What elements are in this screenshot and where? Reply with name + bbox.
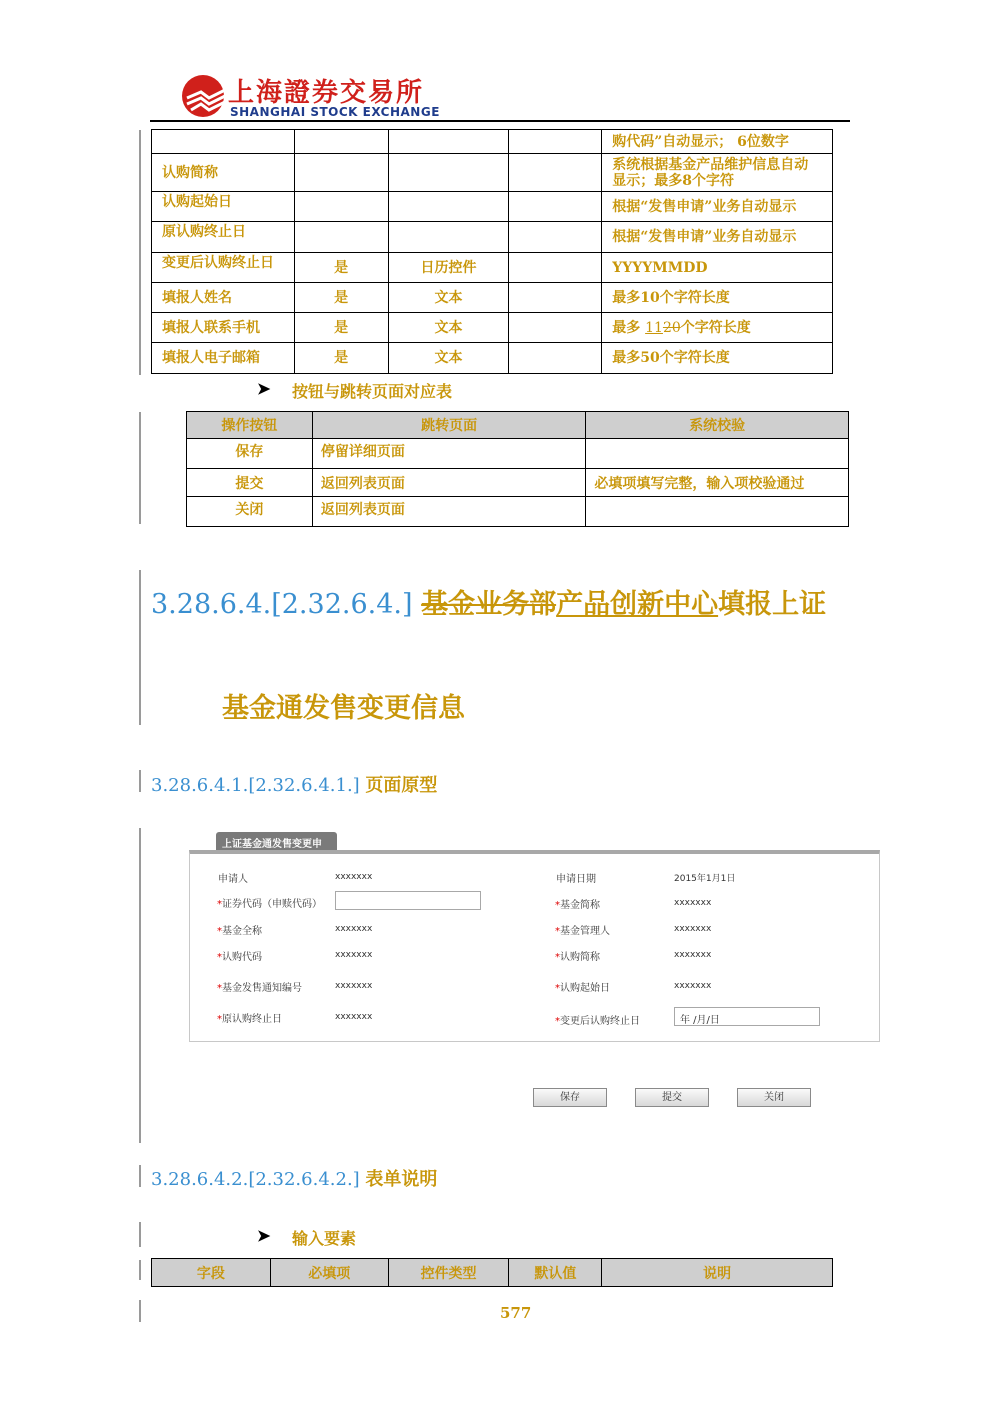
table-row: [152, 130, 833, 154]
target-page-cell: 返回列表页面: [312, 497, 586, 527]
sec-code-label: *证券代码（申赎代码）: [217, 899, 322, 910]
target-page-cell: 返回列表页面: [312, 469, 586, 497]
button-name-cell: 保存: [187, 439, 313, 469]
description-cell: 最多50个字符长度: [602, 343, 833, 374]
applicant-value: xxxxxxx: [335, 872, 373, 882]
notice-no-value: xxxxxxx: [335, 981, 373, 991]
section-heading: [151, 582, 826, 621]
column-header: 系统校验: [586, 412, 849, 439]
inserted-text: 11: [645, 319, 663, 336]
bullet-arrow-icon: ➤: [257, 1226, 271, 1245]
sub-start-value: xxxxxxx: [674, 981, 712, 991]
sse-logo-icon: [181, 72, 229, 120]
sub-start-label: *认购起始日: [555, 983, 610, 994]
description-cell: 系统根据基金产品维护信息自动显示；最多8个字符: [602, 154, 833, 192]
form-tab[interactable]: 上证基金通发售变更申请: [216, 832, 337, 852]
required-cell: 是: [294, 313, 388, 343]
bullet-heading: 按钮与跳转页面对应表: [292, 382, 453, 401]
orig-end-value: xxxxxxx: [335, 1012, 373, 1022]
description-cell: 最多 1120个字符长度: [602, 313, 833, 343]
revision-bar: [139, 412, 141, 524]
revision-bar: [139, 1222, 141, 1247]
fund-mgr-value: xxxxxxx: [674, 924, 712, 934]
sub-code-value: xxxxxxx: [335, 950, 373, 960]
fund-mgr-label: *基金管理人: [555, 926, 610, 937]
field-cell: 填报人联系手机: [152, 313, 295, 343]
field-cell: 填报人姓名: [152, 283, 295, 313]
column-header: 跳转页面: [312, 412, 586, 439]
section-title-deleted: 基金业务部: [421, 589, 557, 620]
table-row: [152, 313, 833, 343]
validation-cell: [586, 439, 849, 469]
column-header: 说明: [602, 1259, 833, 1287]
table-row: [187, 497, 849, 527]
field-cell: 变更后认购终止日: [152, 253, 295, 283]
table-row: [187, 439, 849, 469]
apply-date-label: 申请日期: [556, 874, 596, 885]
description-cell: 购代码”自动显示； 6位数字: [602, 130, 833, 154]
sec-code-input[interactable]: [335, 891, 481, 910]
form-panel: [189, 850, 880, 1042]
sub-code-label: *认购代码: [217, 952, 262, 963]
control-type-cell: 文本: [388, 313, 509, 343]
required-cell: 是: [294, 283, 388, 313]
orig-end-label: *原认购终止日: [217, 1014, 282, 1025]
subsection-title: 页面原型: [365, 775, 438, 796]
subsection-number: 3.28.6.4.2.[2.32.6.4.2.]: [151, 1169, 360, 1190]
logo-english-name: SHANGHAI STOCK EXCHANGE: [230, 105, 440, 119]
field-table-continued: [151, 129, 833, 374]
revision-bar: [139, 1165, 141, 1187]
subsection-heading: [151, 771, 437, 797]
fund-full-label: *基金全称: [217, 926, 262, 937]
description-cell: YYYYMMDD: [602, 253, 833, 283]
target-page-cell: 停留详细页面: [312, 439, 586, 469]
section-title-inserted: 产品创新中心: [556, 589, 719, 620]
button-name-cell: 提交: [187, 469, 313, 497]
revision-bar: [139, 1300, 141, 1322]
close-button[interactable]: 关闭: [737, 1088, 811, 1107]
header-rule: [150, 120, 850, 122]
control-type-cell: 日历控件: [388, 253, 509, 283]
bullet-arrow-icon: ➤: [257, 379, 271, 398]
logo-chinese-name: 上海證券交易所: [228, 78, 425, 108]
new-end-date-input[interactable]: 年 /月/日: [674, 1007, 820, 1026]
save-button[interactable]: 保存: [533, 1088, 607, 1107]
validation-cell: [586, 497, 849, 527]
revision-bar: [139, 130, 141, 375]
validation-cell: 必填项填写完整，输入项校验通过: [586, 469, 849, 497]
bullet-heading: 输入要素: [292, 1229, 357, 1248]
control-type-cell: 文本: [388, 283, 509, 313]
column-header: 控件类型: [388, 1259, 509, 1287]
column-header: 操作按钮: [187, 412, 313, 439]
table-row: [152, 253, 833, 283]
submit-button[interactable]: 提交: [635, 1088, 709, 1107]
description-cell: 根据“发售申请”业务自动显示: [602, 222, 833, 253]
table-header-row: [187, 412, 849, 439]
button-name-cell: 关闭: [187, 497, 313, 527]
button-mapping-table: [186, 411, 849, 527]
page-number: 577: [500, 1304, 532, 1322]
revision-bar: [139, 1260, 141, 1280]
required-cell: 是: [294, 253, 388, 283]
subsection-title: 表单说明: [365, 1169, 438, 1190]
sub-short-value: xxxxxxx: [674, 950, 712, 960]
table-header-row: [152, 1259, 833, 1287]
table-row: [152, 283, 833, 313]
fund-short-value: xxxxxxx: [674, 898, 712, 908]
input-elements-table: [151, 1258, 833, 1287]
revision-bar: [139, 828, 141, 1143]
field-cell: 认购起始日: [152, 192, 295, 222]
apply-date-value: 2015年1月1日: [674, 874, 736, 884]
notice-no-label: *基金发售通知编号: [217, 983, 302, 994]
control-type-cell: 文本: [388, 343, 509, 374]
column-header: 默认值: [509, 1259, 602, 1287]
subsection-heading: [151, 1165, 437, 1191]
table-row: [152, 343, 833, 374]
column-header: 字段: [152, 1259, 271, 1287]
deleted-text: 20: [662, 319, 681, 336]
table-row: [152, 154, 833, 192]
new-end-label: *变更后认购终止日: [555, 1016, 640, 1027]
section-title-line2: 基金通发售变更信息: [222, 693, 465, 724]
revision-bar: [139, 570, 141, 725]
fund-short-label: *基金简称: [555, 900, 600, 911]
subsection-number: 3.28.6.4.1.[2.32.6.4.1.]: [151, 775, 360, 796]
fund-full-value: xxxxxxx: [335, 924, 373, 934]
required-cell: 是: [294, 343, 388, 374]
revision-bar: [139, 770, 141, 792]
field-cell: 填报人电子邮箱: [152, 343, 295, 374]
column-header: 必填项: [270, 1259, 388, 1287]
field-cell: 原认购终止日: [152, 222, 295, 253]
table-row: [152, 222, 833, 253]
description-cell: 最多10个字符长度: [602, 283, 833, 313]
section-number: 3.28.6.4.[2.32.6.4.]: [151, 589, 413, 620]
description-cell: 根据“发售申请”业务自动显示: [602, 192, 833, 222]
table-row: [187, 469, 849, 497]
sub-short-label: *认购简称: [555, 952, 600, 963]
field-cell: 认购简称: [152, 154, 295, 192]
applicant-label: 申请人: [218, 874, 248, 885]
section-title: 填报上证: [718, 589, 827, 620]
table-row: [152, 192, 833, 222]
